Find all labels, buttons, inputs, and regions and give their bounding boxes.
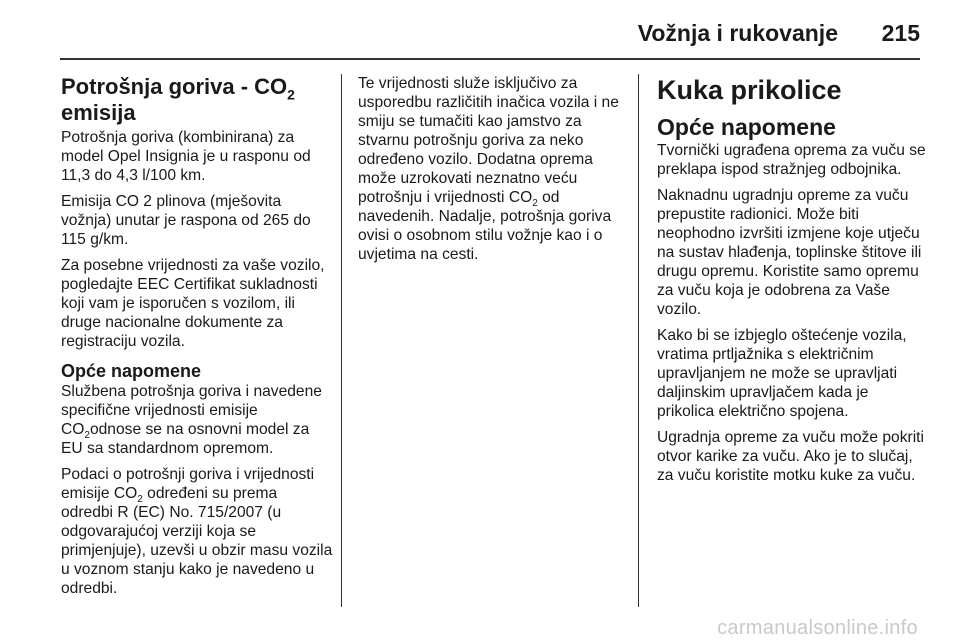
column-3 <box>657 74 929 492</box>
paragraph: Te vrijednosti služe isključivo za usporedbu različitih inačica vozila i ne smiju se tumačiti kao jamstvo za stvarnu potrošnju goriva za neko određeno vozilo. Dodatna oprema može uzrokovati neznatno veću potrošnju i vrijednosti $CO_2$ od navedenih. Nadalje, potrošnja goriva ovisi o osobnom stilu vožnje kao i o uvjetima na cesti. <box>358 75 619 263</box>
page-header <box>60 0 920 60</box>
paragraph: Kako bi se izbjeglo oštećenje vozila, vratima prtljažnika s električnim upravljanjem ne može se upravljati daljinskim upravljačem kada je prikolica električno spojena. <box>657 327 907 420</box>
paragraph: Potrošnja goriva (kombinirana) za model Opel Insignia je u rasponu od 11,3 do 4,3 l/100 km. <box>61 129 311 184</box>
paragraph: Tvornički ugrađena oprema za vuču se preklapa ispod stražnjeg odbojnika. <box>657 142 926 178</box>
paragraph: Ugradnja opreme za vuču može pokriti otvor karike za vuču. Ako je to slučaj, za vuču koristite motku kuke za vuču. <box>657 429 924 484</box>
heading-fuel-consumption: Potrošnja goriva - $CO_2$ emisija <box>61 74 295 125</box>
subheading-general-notes: Opće napomene <box>657 114 836 140</box>
paragraph: Naknadnu ugradnju opreme za vuču prepustite radionici. Može biti neophodno izvršiti izmjene koje utječu na sustav hlađenja, toplinske štitove ili drugu opremu. Koristite samo opremu za vuču koja je odobrena za Vaše vozilo. <box>657 187 922 318</box>
column-1 <box>61 74 333 605</box>
heading-towing-hitch: Kuka prikolice <box>657 75 842 105</box>
paragraph: Emisija CO 2 plinova (mješovita vožnja) unutar je raspona od 265 do 115 g/km. <box>61 193 311 248</box>
page-number: 215 <box>881 20 920 46</box>
column-2 <box>358 74 630 271</box>
column-divider-1 <box>341 74 342 607</box>
column-divider-2 <box>638 74 639 607</box>
watermark: carmanualsonline.info <box>717 617 918 639</box>
paragraph: Podaci o potrošnji goriva i vrijednosti emisije $CO_2$ određeni su prema odredbi R (EC) No. 715/2007 (u odgovarajućoj verziji koja se primjenjuje), uzevši u obzir masu vozila u voznom stanju kako je navedeno u odredbi. <box>61 466 333 597</box>
subheading-general-notes: Opće napomene <box>61 361 202 381</box>
paragraph: Službena potrošnja goriva i navedene specifične vrijednosti emisije $CO_2odnose$ se na osnovni model za EU sa standardnom opremom. <box>61 383 322 457</box>
section-title: Vožnja i rukovanje <box>637 20 838 46</box>
paragraph: Za posebne vrijednosti za vaše vozilo, pogledajte EEC Certifikat sukladnosti koji vam je isporučen s vozilom, ili druge nacionalne dokumente za registraciju vozila. <box>61 257 325 350</box>
